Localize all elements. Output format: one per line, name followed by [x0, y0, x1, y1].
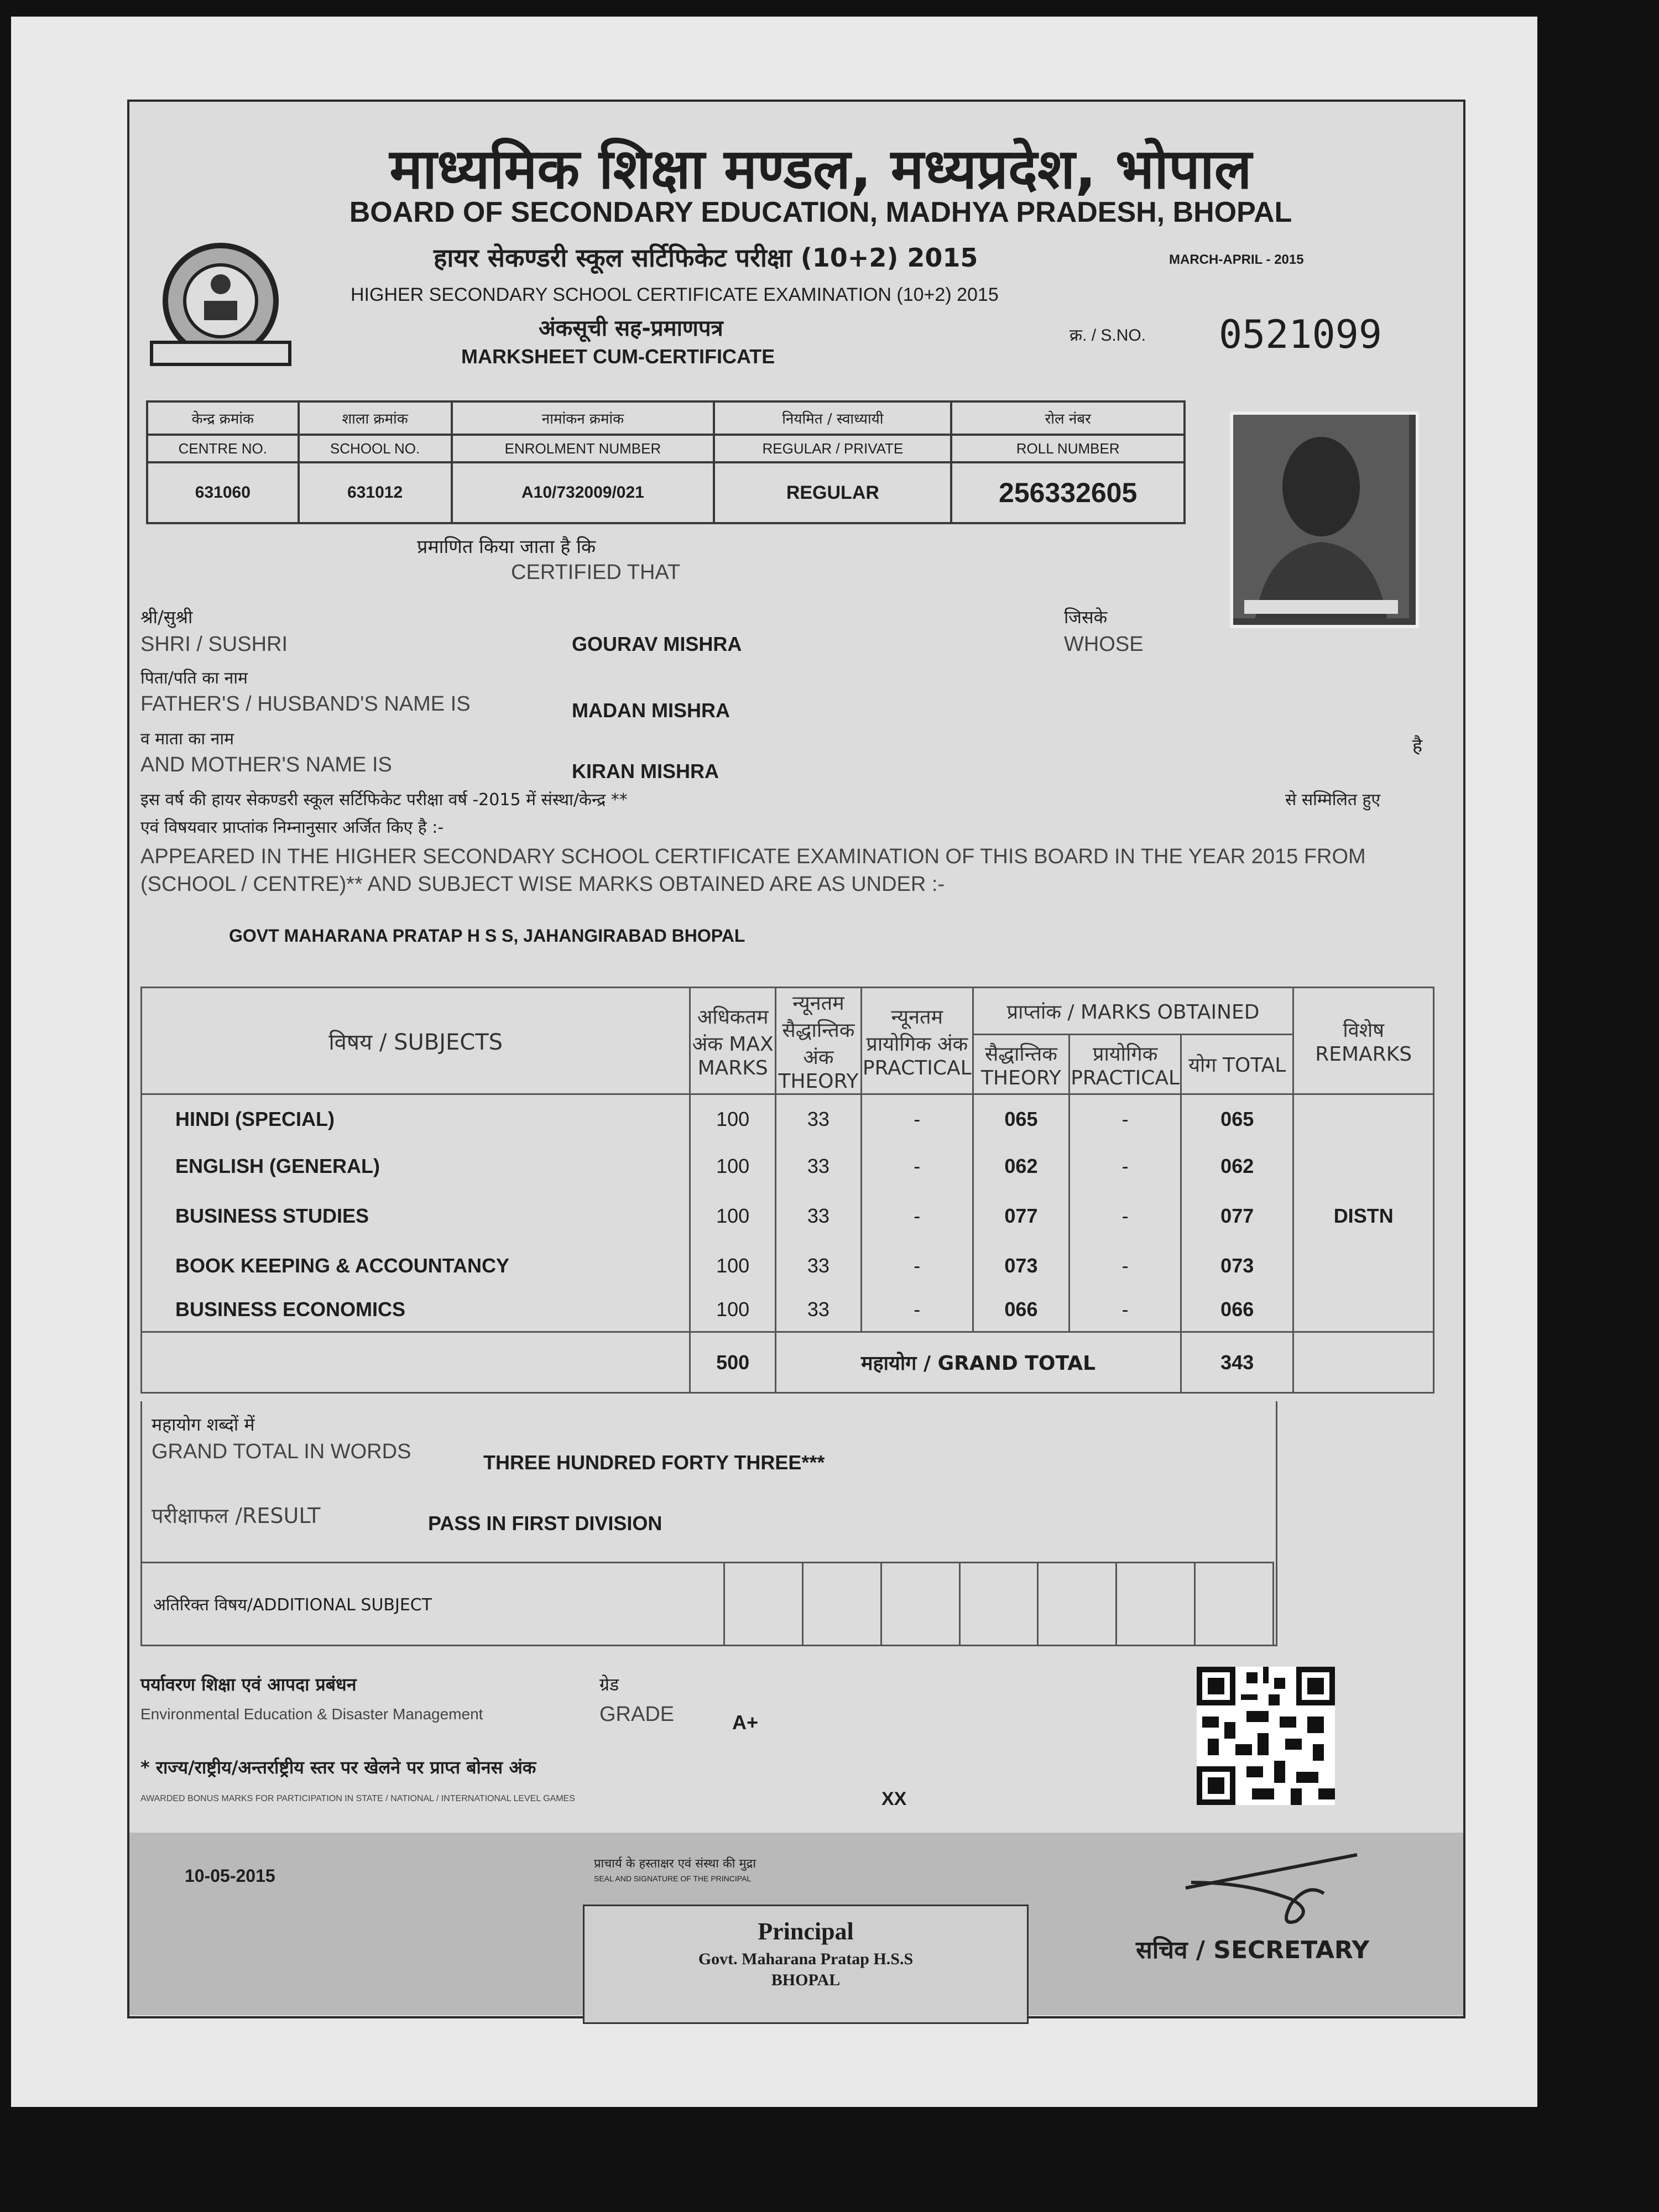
- stamp-line-1: Principal: [758, 1918, 854, 1945]
- grand-total-value: 343: [1181, 1332, 1293, 1393]
- additional-cell: [1117, 1563, 1195, 1646]
- subject-total: 077: [1181, 1188, 1293, 1244]
- subject-remark: [1293, 1094, 1434, 1144]
- id-header-centre: CENTRE NO.: [147, 435, 299, 462]
- grand-total-words: THREE HUNDRED FORTY THREE***: [483, 1451, 825, 1474]
- subject-min-practical: -: [861, 1244, 973, 1288]
- issue-date: 10-05-2015: [185, 1866, 275, 1886]
- is-hindi: है: [1412, 735, 1423, 757]
- father-name: MADAN MISHRA: [572, 699, 730, 722]
- id-header-enrolment: ENROLMENT NUMBER: [452, 435, 714, 462]
- subject-total: 066: [1181, 1288, 1293, 1332]
- grand-total-remark: [1293, 1332, 1434, 1393]
- marksheet-document: [127, 100, 1465, 2018]
- additional-subject-table: [140, 1562, 1274, 1646]
- appeared-hindi-3: एवं विषयवार प्राप्तांक निम्नानुसार अर्जित किए है :-: [140, 818, 444, 837]
- result-label: परीक्षाफल /RESULT: [152, 1504, 321, 1528]
- father-label-hindi: पिता/पति का नाम: [140, 669, 248, 688]
- additional-cell: [959, 1563, 1038, 1646]
- secretary-signature-icon: [1180, 1849, 1368, 1932]
- subject-min-practical: -: [861, 1188, 973, 1244]
- father-label-english: FATHER'S / HUSBAND'S NAME IS: [140, 692, 471, 716]
- subject-name: BUSINESS ECONOMICS: [142, 1288, 690, 1332]
- serial-number: 0521099: [1219, 312, 1383, 357]
- total-header: योग TOTAL: [1181, 1035, 1293, 1094]
- principal-stamp: [583, 1905, 1029, 2024]
- max-marks-header: अधिकतम अंक MAX MARKS: [690, 988, 776, 1094]
- theory-header: सैद्धान्तिक THEORY: [973, 1035, 1070, 1094]
- whose-english: WHOSE: [1064, 633, 1144, 656]
- mother-name: KIRAN MISHRA: [572, 760, 719, 782]
- practical-header: प्रायोगिक PRACTICAL: [1070, 1035, 1181, 1094]
- appeared-english: APPEARED IN THE HIGHER SECONDARY SCHOOL CERTIFICATE EXAMINATION OF THIS BOARD IN THE YEAR 2015 FROM (SCHOOL / CENTRE)** AND SUBJECT WISE MARKS OBTAINED ARE AS UNDER :-: [140, 845, 1366, 896]
- subject-min-theory: 33: [775, 1144, 861, 1188]
- subject-min-practical: -: [861, 1144, 973, 1188]
- subject-min-theory: 33: [775, 1094, 861, 1144]
- principal-note-english: SEAL AND SIGNATURE OF THE PRINCIPAL: [594, 1874, 752, 1883]
- subject-max: 100: [690, 1144, 776, 1188]
- subject-min-practical: -: [861, 1288, 973, 1332]
- board-title-hindi: माध्यमिक शिक्षा मण्डल, मध्यप्रदेश, भोपाल: [389, 137, 1252, 201]
- subject-total: 073: [1181, 1244, 1293, 1288]
- remarks-header: विशेष REMARKS: [1293, 988, 1434, 1094]
- id-header-roll: ROLL NUMBER: [951, 435, 1185, 462]
- whose-hindi: जिसके: [1064, 607, 1108, 628]
- subject-theory: 066: [973, 1288, 1070, 1332]
- additional-cell: [802, 1563, 881, 1646]
- subject-max: 100: [690, 1244, 776, 1288]
- subject-practical: -: [1070, 1094, 1181, 1144]
- mother-label-english: AND MOTHER'S NAME IS: [140, 753, 392, 776]
- secretary-title: सचिव / SECRETARY: [1136, 1936, 1370, 1964]
- school-number: 631012: [299, 462, 452, 523]
- subject-remark: [1293, 1288, 1434, 1332]
- mother-label-hindi: व माता का नाम: [140, 729, 234, 749]
- subject-practical: -: [1070, 1144, 1181, 1188]
- school-name: GOVT MAHARANA PRATAP H S S, JAHANGIRABAD BHOPAL: [229, 926, 745, 946]
- grade-value: A+: [732, 1711, 759, 1734]
- id-header-enrolment-hi: नामांकन क्रमांक: [452, 401, 714, 435]
- subject-row: [142, 1188, 1434, 1244]
- student-photo: [1230, 411, 1419, 628]
- id-header-school: SCHOOL NO.: [299, 435, 452, 462]
- subject-total: 065: [1181, 1094, 1293, 1144]
- subject-name: HINDI (SPECIAL): [142, 1094, 690, 1144]
- subject-max: 100: [690, 1288, 776, 1332]
- id-header-centre-hi: केन्द्र क्रमांक: [147, 401, 299, 435]
- grand-total-max: 500: [690, 1332, 776, 1393]
- subject-total: 062: [1181, 1144, 1293, 1188]
- grade-label-hindi: ग्रेड: [599, 1674, 619, 1695]
- words-label-hindi: महायोग शब्दों में: [152, 1414, 255, 1435]
- additional-cell: [724, 1563, 803, 1646]
- subject-remark: DISTN: [1293, 1188, 1434, 1244]
- subject-name: ENGLISH (GENERAL): [142, 1144, 690, 1188]
- centre-number: 631060: [147, 462, 299, 523]
- appeared-hindi-2: से सम्मिलित हुए: [1285, 790, 1381, 810]
- exam-title-english: HIGHER SECONDARY SCHOOL CERTIFICATE EXAMINATION (10+2) 2015: [351, 284, 999, 305]
- words-label-english: GRAND TOTAL IN WORDS: [152, 1440, 411, 1463]
- grand-total-spacer: [142, 1332, 690, 1393]
- principal-note-hindi: प्राचार्य के हस्ताक्षर एवं संस्था की मुद्रा: [594, 1857, 757, 1871]
- subject-row: [142, 1144, 1434, 1188]
- stamp-line-2: Govt. Maharana Pratap H.S.S: [698, 1950, 914, 1968]
- subject-theory: 077: [973, 1188, 1070, 1244]
- id-header-regular: REGULAR / PRIVATE: [714, 435, 951, 462]
- additional-cell: [1195, 1563, 1274, 1646]
- subject-theory: 062: [973, 1144, 1070, 1188]
- bonus-label-hindi: * राज्य/राष्ट्रीय/अन्तर्राष्ट्रीय स्तर पर खेलने पर प्राप्त बोनस अंक: [140, 1757, 536, 1778]
- id-header-school-hi: शाला क्रमांक: [299, 401, 452, 435]
- min-theory-header: न्यूनतम सैद्धान्तिक अंक THEORY: [775, 988, 861, 1094]
- doc-title-english: MARKSHEET CUM-CERTIFICATE: [461, 345, 775, 368]
- subject-practical: -: [1070, 1288, 1181, 1332]
- board-title-english: BOARD OF SECONDARY EDUCATION, MADHYA PRADESH, BHOPAL: [349, 196, 1292, 228]
- subject-practical: -: [1070, 1188, 1181, 1244]
- appeared-hindi: इस वर्ष की हायर सेकण्डरी स्कूल सर्टिफिकेट परीक्षा वर्ष -2015 में संस्था/केन्द्र **: [140, 790, 628, 810]
- certified-hindi: प्रमाणित किया जाता है कि: [417, 536, 596, 558]
- exam-session: MARCH-APRIL - 2015: [1169, 252, 1304, 267]
- subject-row: [142, 1288, 1434, 1332]
- result-value: PASS IN FIRST DIVISION: [428, 1512, 662, 1535]
- student-name: GOURAV MISHRA: [572, 633, 742, 655]
- bonus-value: XX: [881, 1788, 907, 1809]
- subject-name: BOOK KEEPING & ACCOUNTANCY: [142, 1244, 690, 1288]
- env-label-hindi: पर्यावरण शिक्षा एवं आपदा प्रबंधन: [140, 1674, 357, 1695]
- name-label-english: SHRI / SUSHRI: [140, 633, 288, 656]
- subject-practical: -: [1070, 1244, 1181, 1288]
- subject-max: 100: [690, 1188, 776, 1244]
- additional-cell: [881, 1563, 959, 1646]
- subject-remark: [1293, 1144, 1434, 1188]
- id-header-roll-hi: रोल नंबर: [951, 401, 1185, 435]
- env-label-english: Environmental Education & Disaster Management: [140, 1705, 483, 1723]
- board-emblem-icon: [146, 240, 301, 373]
- subject-row: [142, 1244, 1434, 1288]
- subject-min-theory: 33: [775, 1188, 861, 1244]
- subject-name: BUSINESS STUDIES: [142, 1188, 690, 1244]
- subject-min-practical: -: [861, 1094, 973, 1144]
- grand-total-label: महायोग / GRAND TOTAL: [775, 1332, 1181, 1393]
- grade-label-english: GRADE: [599, 1703, 675, 1726]
- subject-theory: 065: [973, 1094, 1070, 1144]
- enrolment-number: A10/732009/021: [452, 462, 714, 523]
- doc-title-hindi: अंकसूची सह-प्रमाणपत्र: [539, 316, 723, 341]
- serial-label: क्र. / S.NO.: [1070, 326, 1146, 345]
- id-header-regular-hi: नियमित / स्वाध्यायी: [714, 401, 951, 435]
- stamp-line-3: BHOPAL: [771, 1971, 841, 1989]
- name-label-hindi: श्री/सुश्री: [140, 607, 193, 628]
- roll-number: 256332605: [951, 462, 1185, 523]
- subject-remark: [1293, 1244, 1434, 1288]
- marks-table: [140, 987, 1434, 1394]
- subjects-header: विषय / SUBJECTS: [142, 988, 690, 1094]
- bonus-label-english: AWARDED BONUS MARKS FOR PARTICIPATION IN STATE / NATIONAL / INTERNATIONAL LEVEL GAMES: [140, 1794, 575, 1803]
- certified-english: CERTIFIED THAT: [511, 561, 681, 584]
- subject-theory: 073: [973, 1244, 1070, 1288]
- regular-private: REGULAR: [714, 462, 951, 523]
- exam-title-hindi: हायर सेकण्डरी स्कूल सर्टिफिकेट परीक्षा (10+2) 2015: [434, 243, 978, 273]
- subject-min-theory: 33: [775, 1244, 861, 1288]
- subject-max: 100: [690, 1094, 776, 1144]
- qr-code-icon: [1197, 1667, 1335, 1805]
- additional-cell: [1038, 1563, 1117, 1646]
- marks-obtained-header: प्राप्तांक / MARKS OBTAINED: [973, 988, 1293, 1035]
- id-table: [146, 400, 1186, 524]
- additional-subject-label: अतिरिक्त विषय/ADDITIONAL SUBJECT: [142, 1563, 724, 1646]
- min-practical-header: न्यूनतम प्रायोगिक अंक PRACTICAL: [861, 988, 973, 1094]
- subject-row: [142, 1094, 1434, 1144]
- subject-min-theory: 33: [775, 1288, 861, 1332]
